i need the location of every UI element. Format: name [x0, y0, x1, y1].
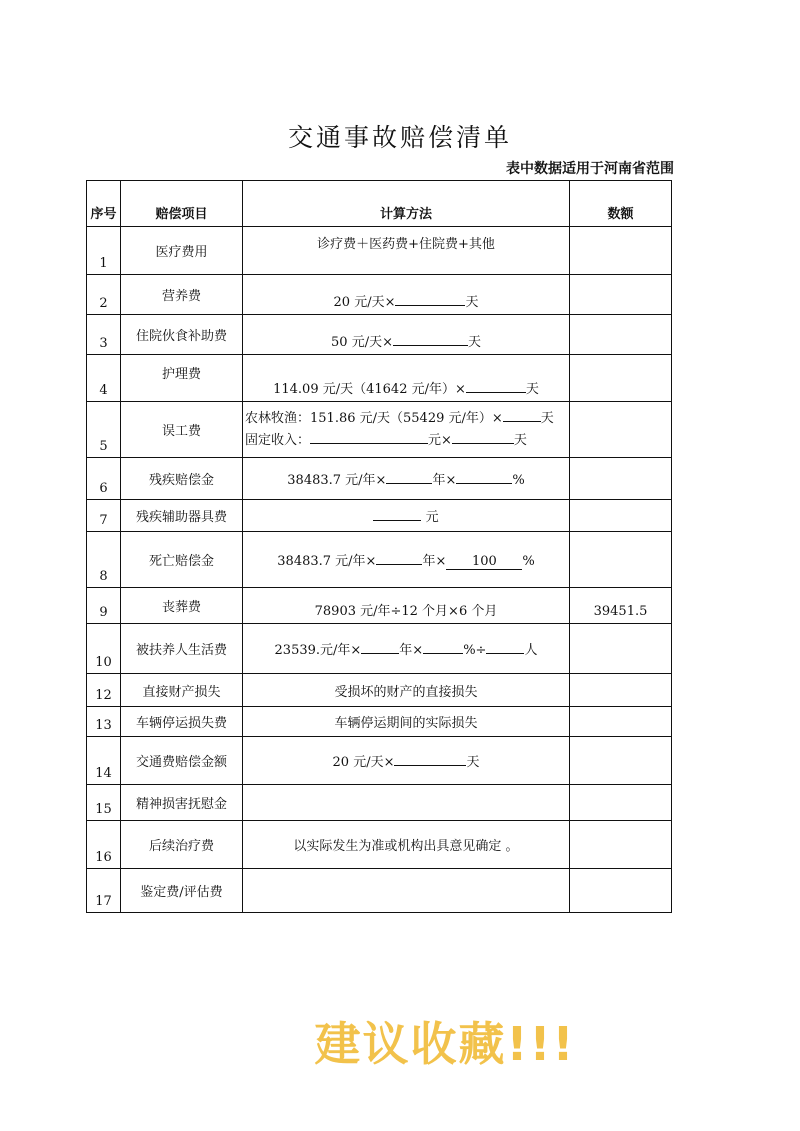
fill-blank: [373, 508, 421, 521]
table-row: [87, 821, 672, 869]
method-text: 114.09 元/天（41642 元/年）×: [273, 382, 466, 397]
row-method: [243, 588, 570, 624]
row-item: 精神损害抚慰金: [121, 785, 243, 821]
row-method: [243, 707, 570, 737]
death-percent-value: 100: [446, 555, 522, 570]
row-no: 4: [87, 355, 121, 402]
row-amount: [570, 355, 672, 402]
row-no: 3: [87, 315, 121, 355]
row-method: [243, 275, 570, 315]
row-item: 残疾赔偿金: [121, 458, 243, 500]
row-no: 5: [87, 402, 121, 458]
method-text: 78903 元/年÷12 个月×6 个月: [314, 604, 498, 619]
method-text: 受损坏的财产的直接损失: [334, 684, 478, 700]
row-amount: [570, 500, 672, 532]
table-row: [87, 458, 672, 500]
table-row: [87, 227, 672, 275]
method-text: 天: [525, 382, 539, 397]
header-amount: 数额: [570, 181, 672, 227]
row-method: [243, 402, 570, 458]
row-method: [243, 532, 570, 588]
scope-note: 表中数据适用于河南省范围: [506, 161, 674, 177]
row-method: [243, 869, 570, 913]
fill-blank: [452, 431, 514, 444]
row-method: [243, 821, 570, 869]
method-text: %: [522, 553, 535, 569]
fill-blank: [486, 641, 524, 654]
row-method: [243, 737, 570, 785]
row-amount: [570, 227, 672, 275]
row-method: [243, 674, 570, 707]
fill-blank: [394, 753, 466, 766]
row-amount: [570, 315, 672, 355]
document-title: 交通事故赔偿清单: [287, 123, 512, 152]
row-amount: [570, 458, 672, 500]
row-item: 被扶养人生活费: [121, 624, 243, 674]
row-method: [243, 785, 570, 821]
row-item: 医疗费用: [121, 227, 243, 275]
row-amount: [570, 737, 672, 785]
method-text: 20 元/天×: [332, 755, 395, 770]
method-text: %: [512, 473, 525, 488]
row-method: [243, 624, 570, 674]
method-text: 天: [467, 335, 481, 350]
method-text: 38483.7 元/年×: [287, 473, 387, 488]
table-row: [87, 674, 672, 707]
row-no: 9: [87, 588, 121, 624]
header-item: 赔偿项目: [121, 181, 243, 227]
row-amount: [570, 821, 672, 869]
table-row: [87, 315, 672, 355]
row-item: 误工费: [121, 402, 243, 458]
method-text: 20 元/天×: [333, 295, 396, 310]
method-text: 人: [524, 643, 538, 658]
fill-blank: [386, 471, 432, 484]
row-item: 鉴定费/评估费: [121, 869, 243, 913]
row-method: [243, 355, 570, 402]
fill-blank: [393, 333, 468, 346]
row-amount: [570, 707, 672, 737]
fill-blank: [456, 471, 512, 484]
row-no: 1: [87, 227, 121, 275]
fill-blank: [361, 641, 399, 654]
method-text: 50 元/天×: [331, 335, 393, 350]
compensation-table: [86, 180, 672, 913]
row-no: 14: [87, 737, 121, 785]
method-text: 农林牧渔：151.86 元/天（55429 元/年）×: [245, 410, 503, 426]
method-text: 车辆停运期间的实际损失: [334, 716, 478, 731]
method-text: 天: [513, 432, 527, 448]
fill-blank: [423, 641, 463, 654]
row-item: 住院伙食补助费: [121, 315, 243, 355]
method-line: [243, 408, 569, 430]
row-amount: [570, 532, 672, 588]
row-method: [243, 458, 570, 500]
bookmark-banner: 建议收藏!!!: [314, 1017, 576, 1071]
method-text: 元: [425, 510, 439, 525]
row-amount: [570, 624, 672, 674]
table-row: [87, 355, 672, 402]
row-amount: 39451.5: [570, 588, 672, 624]
method-text: 38483.7 元/年×: [277, 553, 377, 569]
row-no: 8: [87, 532, 121, 588]
header-no: 序号: [87, 181, 121, 227]
row-item: 车辆停运损失费: [121, 707, 243, 737]
method-text: 元×: [428, 432, 452, 448]
row-item: 死亡赔偿金: [121, 532, 243, 588]
row-no: 7: [87, 500, 121, 532]
method-text: 年×: [432, 473, 457, 488]
row-method: [243, 227, 570, 275]
row-item: 丧葬费: [121, 588, 243, 624]
row-no: 17: [87, 869, 121, 913]
fill-blank: [466, 380, 526, 393]
method-text: 23539.元/年×: [274, 643, 362, 658]
table-row: [87, 275, 672, 315]
method-line: [243, 430, 569, 452]
table-row: [87, 624, 672, 674]
row-item: 残疾辅助器具费: [121, 500, 243, 532]
row-item: 直接财产损失: [121, 674, 243, 707]
row-item: 护理费: [121, 355, 243, 402]
row-no: 6: [87, 458, 121, 500]
row-method: [243, 500, 570, 532]
method-text: 诊疗费＋医药费+住院费+其他: [317, 237, 495, 252]
table-row: [87, 500, 672, 532]
row-amount: [570, 275, 672, 315]
row-item: 交通费赔偿金额: [121, 737, 243, 785]
table-row: [87, 785, 672, 821]
row-item: 营养费: [121, 275, 243, 315]
table-row: [87, 869, 672, 913]
header-method: 计算方法: [243, 181, 570, 227]
row-no: 15: [87, 785, 121, 821]
method-text: 年×: [399, 643, 424, 658]
method-text: 以实际发生为准或机构出具意见确定 。: [293, 839, 519, 854]
row-no: 10: [87, 624, 121, 674]
method-text: 固定收入：: [245, 432, 311, 448]
row-no: 12: [87, 674, 121, 707]
table-header-row: [87, 181, 672, 227]
table-row: [87, 402, 672, 458]
row-item: 后续治疗费: [121, 821, 243, 869]
fill-blank: [310, 431, 428, 444]
fill-blank: [395, 293, 465, 306]
method-text: 天: [465, 295, 479, 310]
row-method: [243, 315, 570, 355]
row-amount: [570, 402, 672, 458]
row-amount: [570, 869, 672, 913]
row-amount: [570, 674, 672, 707]
fill-blank: [376, 552, 422, 565]
row-no: 16: [87, 821, 121, 869]
table-row: [87, 737, 672, 785]
method-text: 年×: [422, 553, 447, 569]
table-row: [87, 707, 672, 737]
method-text: 天: [540, 410, 554, 426]
table-row: [87, 588, 672, 624]
method-text: 天: [466, 755, 480, 770]
table-row: [87, 532, 672, 588]
row-amount: [570, 785, 672, 821]
row-no: 13: [87, 707, 121, 737]
fill-blank: [503, 409, 541, 422]
row-no: 2: [87, 275, 121, 315]
method-text: %÷: [463, 643, 487, 658]
